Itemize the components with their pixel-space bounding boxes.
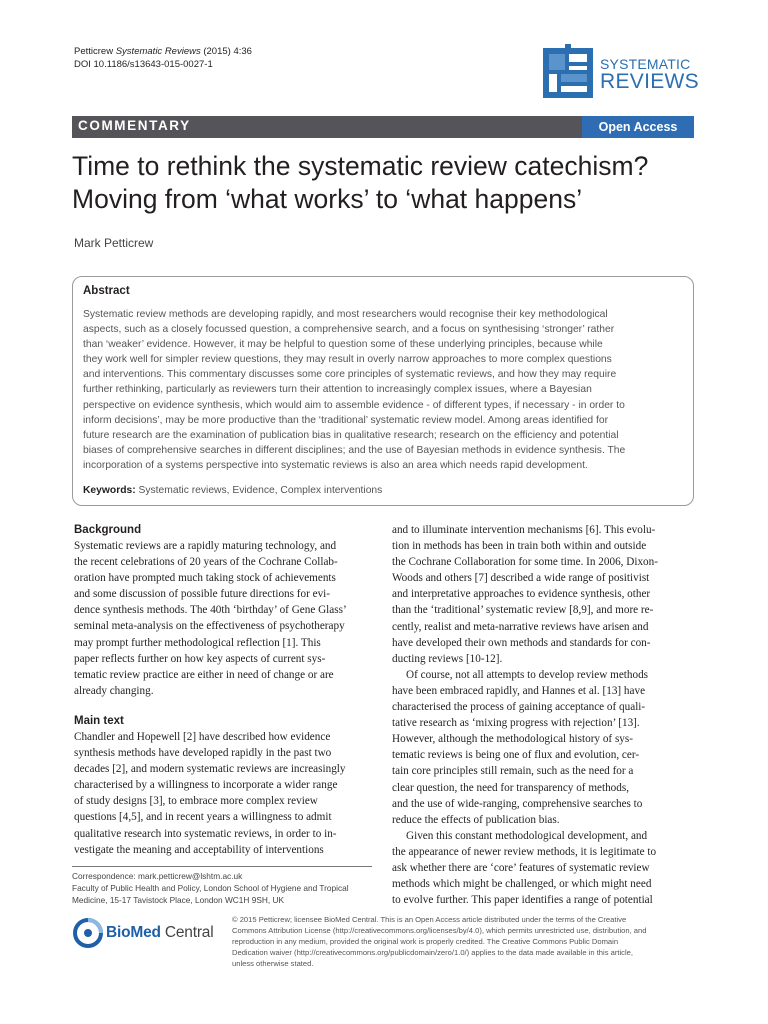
abstract-line: aspects, such as a closely focussed question, a comprehensive search, and a focus on synthesising ‘stronger’ rather bbox=[83, 324, 615, 336]
abstract-line: perspective on evidence synthesis, which would aim to assemble evidence - of different types, if necessary - in order to bbox=[83, 399, 625, 411]
body-line: and some discussion of possible future directions for evi- bbox=[74, 588, 331, 601]
body-line: have developed their own methods and standards for con- bbox=[392, 636, 651, 649]
license-line: reproduction in any medium, provided the original work is properly credited. The Creative Commons Public Domain bbox=[232, 937, 619, 946]
body-line: methods which might be challenged, or which might need bbox=[392, 878, 652, 891]
body-line: However, although the methodological history of sys- bbox=[392, 733, 633, 746]
logo-line-reviews: REVIEWS bbox=[600, 70, 699, 93]
article-title bbox=[72, 150, 712, 216]
body-line: Given this constant methodological development, and bbox=[406, 829, 648, 842]
journal-logo[interactable] bbox=[543, 44, 699, 104]
abstract-line: incorporation of a systems perspective into systematic reviews is also an area which needs rapid development. bbox=[83, 459, 588, 471]
abstract-line: further rethinking, particularly as reviewers turn their attention to increasingly complex issues, where a Bayesian bbox=[83, 384, 592, 396]
body-line: seminal meta-analysis on the effectiveness of psychotherapy bbox=[74, 620, 345, 633]
article-type-label: COMMENTARY bbox=[78, 118, 191, 133]
open-access-badge[interactable]: Open Access bbox=[582, 116, 694, 138]
wordmark-central: Central bbox=[160, 924, 214, 941]
abstract-line: biases of comprehensive searches in different disciplines; and the use of Bayesian methods in evidence synthesis. The bbox=[83, 444, 626, 456]
body-line: the Cochrane Collaboration for some time. In 2006, Dixon- bbox=[392, 556, 658, 569]
author-name[interactable]: Mark Petticrew bbox=[74, 236, 154, 250]
body-line: have been embraced rapidly, and Hannes et al. [13] have bbox=[392, 684, 646, 697]
body-line: the appearance of newer review methods, it is legitimate to bbox=[392, 845, 657, 858]
body-line: Woods and others [7] described a wide range of positivist bbox=[392, 572, 650, 585]
right-column bbox=[392, 522, 694, 908]
body-line: characterised by a willingness to incorporate a wider range bbox=[74, 779, 338, 792]
license-line[interactable]: Dedication waiver (http://creativecommons.org/publicdomain/zero/1.0/) applies to the data made available in this article, bbox=[232, 948, 633, 957]
body-line: ducting reviews [10-12]. bbox=[392, 652, 503, 665]
body-line: to evolve further. This paper identifies a range of potential bbox=[392, 894, 653, 907]
body-line: oration have prompted much taking stock of achievements bbox=[74, 572, 336, 585]
footnote-line: Faculty of Public Health and Policy, London School of Hygiene and Tropical bbox=[72, 883, 349, 893]
body-line: already changing. bbox=[74, 684, 154, 697]
correspondence-footnote bbox=[72, 870, 349, 906]
body-line: than the ‘traditional’ systematic review [8,9], and more re- bbox=[392, 604, 654, 617]
body-line: characterised the process of gaining acceptance of quali- bbox=[392, 701, 646, 714]
body-line: tematic reviews is being one of flux and evolution, cer- bbox=[392, 749, 640, 762]
body-line: Of course, not all attempts to develop review methods bbox=[406, 668, 649, 681]
abstract-line: future research are the examination of publication bias in qualitative research; research on the efficiency and potential bbox=[83, 429, 619, 441]
body-line: cently, realist and meta-narrative reviews have arisen and bbox=[392, 620, 649, 633]
abstract-line: Systematic review methods are developing rapidly, and most researchers would recognise their key methodological bbox=[83, 309, 608, 320]
citation-header bbox=[74, 45, 252, 71]
citation-journal: Systematic Reviews bbox=[115, 46, 201, 57]
section-heading-main-text: Main text bbox=[74, 714, 124, 727]
body-line: tion in methods has been in train both within and outside bbox=[392, 540, 647, 553]
body-line: may prompt further methodological reflection [1]. This bbox=[74, 636, 321, 649]
abstract-box bbox=[72, 276, 694, 506]
keywords-list: Systematic reviews, Evidence, Complex interventions bbox=[135, 485, 383, 496]
license-line: © 2015 Petticrew; licensee BioMed Central. This is an Open Access article distributed under the terms of the Creative bbox=[232, 915, 627, 924]
body-line: decades [2], and modern systematic reviews are increasingly bbox=[74, 763, 346, 776]
wordmark-biomed: BioMed bbox=[106, 924, 161, 941]
license-line[interactable]: Commons Attribution License (http://creativecommons.org/licenses/by/4.0), which permits unrestricted use, distribution, and bbox=[232, 926, 647, 935]
abstract-heading: Abstract bbox=[83, 285, 130, 297]
biomed-central-wordmark bbox=[106, 924, 213, 942]
citation-doi[interactable]: DOI 10.1186/s13643-015-0027-1 bbox=[74, 59, 213, 70]
citation-author: Petticrew bbox=[74, 46, 116, 57]
license-line: unless otherwise stated. bbox=[232, 959, 314, 968]
body-line: synthesis methods have developed rapidly in the past two bbox=[74, 747, 332, 760]
abstract-keywords bbox=[83, 485, 382, 496]
systematic-reviews-logo-icon bbox=[543, 44, 599, 102]
body-line: reduce the effects of publication bias. bbox=[392, 813, 560, 826]
body-line: clear question, the need for transparency of methods, bbox=[392, 781, 630, 794]
left-column bbox=[74, 522, 374, 858]
footnote-line: Medicine, 15-17 Tavistock Place, London WC1H 9SH, UK bbox=[72, 895, 284, 905]
abstract-line: they work well for simpler review questions, they may result in overly narrow approaches to more complex questions bbox=[83, 354, 612, 366]
abstract-line: inform decisions’, may be more productive than the ‘traditional’ systematic review model. Among areas identified for bbox=[83, 414, 609, 426]
body-line: the recent celebrations of 20 years of the Cochrane Collab- bbox=[74, 556, 338, 569]
body-line: dence synthesis methods. The 40th ‘birthday’ of Gene Glass’ bbox=[74, 604, 347, 617]
license-statement bbox=[232, 914, 646, 969]
logo-line-systematic: SYSTEMATIC bbox=[600, 56, 691, 72]
body-line: Chandler and Hopewell [2] have described how evidence bbox=[74, 730, 331, 743]
body-line: questions [4,5], and in recent years a willingness to admit bbox=[74, 811, 332, 824]
body-line: tain core principles still remain, such as the need for a bbox=[392, 765, 634, 778]
body-line: ask whether there are ‘core’ features of systematic review bbox=[392, 861, 650, 874]
article-type-bar bbox=[72, 116, 694, 138]
section-heading-background: Background bbox=[74, 524, 142, 536]
biomed-central-logo[interactable] bbox=[72, 917, 232, 949]
keywords-label: Keywords: bbox=[83, 485, 136, 496]
citation-year-volume: (2015) 4:36 bbox=[200, 46, 252, 57]
title-line: Moving from ‘what works’ to ‘what happens’ bbox=[72, 184, 583, 214]
footnote-divider bbox=[72, 866, 372, 867]
footnote-line[interactable]: Correspondence: mark.petticrew@lshtm.ac.uk bbox=[72, 871, 243, 881]
body-line: vestigate the meaning and acceptability of interventions bbox=[74, 843, 324, 856]
biomed-central-logo-icon bbox=[72, 917, 104, 949]
abstract-line: and interventions. This commentary discusses some core principles of systematic reviews, and how they may require bbox=[83, 369, 617, 381]
abstract-line: than ‘weaker’ evidence. However, it may be helpful to question some of these underlying principles, because while bbox=[83, 339, 603, 351]
title-line: Time to rethink the systematic review catechism? bbox=[72, 151, 649, 181]
body-line: tematic review practice are either in need of change or are bbox=[74, 668, 334, 681]
body-line: and interpretative approaches to evidence synthesis, other bbox=[392, 588, 651, 601]
body-line: of study designs [3], to embrace more complex review bbox=[74, 795, 318, 808]
body-line: tative research as ‘mixing progress with rejection’ [13]. bbox=[392, 717, 640, 730]
abstract-body bbox=[83, 307, 689, 473]
body-line: Systematic reviews are a rapidly maturing technology, and bbox=[74, 540, 337, 552]
body-line: and to illuminate intervention mechanisms [6]. This evolu- bbox=[392, 524, 656, 536]
body-line: and the use of wide-ranging, comprehensive searches to bbox=[392, 797, 643, 810]
body-line: paper reflects further on how key aspects of current sys- bbox=[74, 652, 326, 665]
body-line: qualitative research into systematic reviews, in order to in- bbox=[74, 827, 337, 840]
